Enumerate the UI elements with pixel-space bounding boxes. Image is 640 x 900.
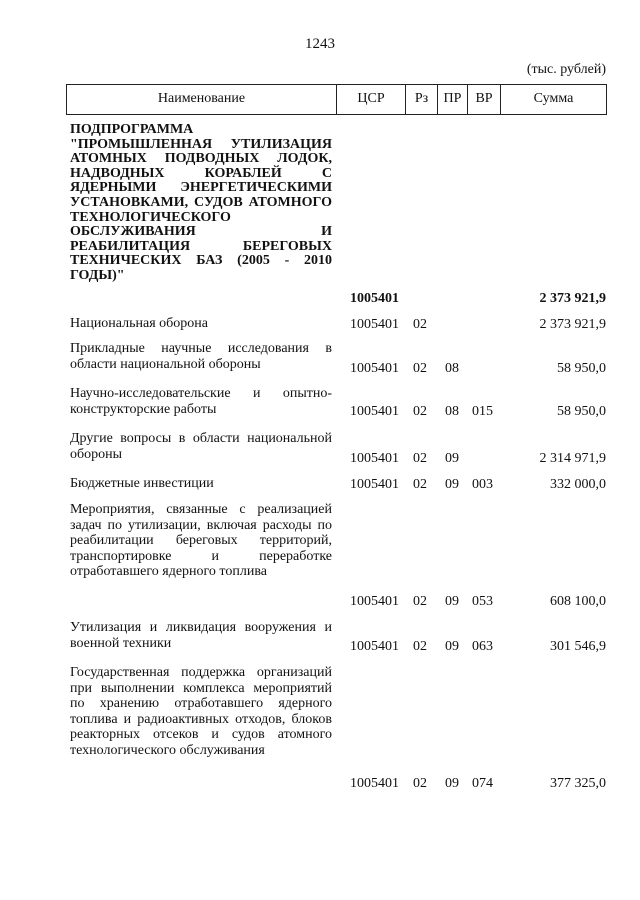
cell-sum: 301 546,9 — [550, 639, 606, 654]
column-header-csr: ЦСР — [357, 91, 385, 106]
cell-sum: 2 373 921,9 — [539, 291, 606, 306]
cell-rz: 02 — [413, 639, 427, 654]
cell-csr: 1005401 — [350, 477, 399, 492]
row-name: Другие вопросы в области национальной обороны — [70, 431, 332, 462]
cell-pr: 08 — [445, 361, 459, 376]
cell-csr: 1005401 — [350, 291, 399, 306]
row-name: Бюджетные инвестиции — [70, 476, 214, 491]
cell-sum: 58 950,0 — [557, 404, 606, 419]
cell-sum: 377 325,0 — [550, 776, 606, 791]
cell-pr: 09 — [445, 477, 459, 492]
column-header-vr: ВР — [475, 91, 493, 106]
cell-vr: 074 — [472, 776, 493, 791]
cell-vr: 003 — [472, 477, 493, 492]
cell-csr: 1005401 — [350, 594, 399, 609]
cell-rz: 02 — [413, 361, 427, 376]
page-number: 1243 — [305, 36, 335, 52]
cell-pr: 09 — [445, 776, 459, 791]
cell-vr: 053 — [472, 594, 493, 609]
cell-sum: 2 373 921,9 — [539, 317, 606, 332]
cell-sum: 608 100,0 — [550, 594, 606, 609]
row-name: Государственная поддержка организаций при выполнении комплекса мероприятий по хранению отработавшего ядерного топлива и радиоактивных отходов, блоков реакторных отсеков и судов атомного технологического обслуживания — [70, 665, 332, 758]
header-bottom-border — [66, 114, 607, 115]
column-header-name: Наименование — [157, 91, 246, 106]
cell-pr: 09 — [445, 594, 459, 609]
cell-pr: 09 — [445, 639, 459, 654]
row-name: Прикладные научные исследования в области национальной обороны — [70, 341, 332, 372]
row-name: Научно-исследовательские и опытно-конструкторские работы — [70, 386, 332, 417]
cell-csr: 1005401 — [350, 451, 399, 466]
cell-csr: 1005401 — [350, 317, 399, 332]
cell-sum: 2 314 971,9 — [539, 451, 606, 466]
cell-vr: 063 — [472, 639, 493, 654]
cell-rz: 02 — [413, 317, 427, 332]
cell-vr: 015 — [472, 404, 493, 419]
column-header-sum: Сумма — [533, 91, 574, 106]
subprogram-title: ПОДПРОГРАММА "ПРОМЫШЛЕННАЯ УТИЛИЗАЦИЯ АТОМНЫХ ПОДВОДНЫХ ЛОДОК, НАДВОДНЫХ КОРАБЛЕЙ С ЯДЕРНЫМИ ЭНЕРГЕТИЧЕСКИМИ УСТАНОВКАМИ, СУДОВ АТОМНОГО ТЕХНОЛОГИЧЕСКОГО ОБСЛУЖИВАНИЯ И РЕАБИЛИТАЦИЯ БЕРЕГОВЫХ ТЕХНИЧЕСКИХ БАЗ (2005 - 2010 ГОДЫ)" — [70, 122, 332, 283]
cell-rz: 02 — [413, 477, 427, 492]
row-name: Мероприятия, связанные с реализацией задач по утилизации, включая расходы по реабилитации береговых территорий, транспортировке и переработке отработавшего ядерного топлива — [70, 502, 332, 580]
cell-sum: 58 950,0 — [557, 361, 606, 376]
cell-rz: 02 — [413, 451, 427, 466]
row-name: Национальная оборона — [70, 316, 208, 331]
cell-sum: 332 000,0 — [550, 477, 606, 492]
cell-pr: 08 — [445, 404, 459, 419]
cell-pr: 09 — [445, 451, 459, 466]
cell-csr: 1005401 — [350, 361, 399, 376]
cell-csr: 1005401 — [350, 404, 399, 419]
cell-rz: 02 — [413, 594, 427, 609]
column-header-pr: ПР — [443, 91, 462, 106]
cell-csr: 1005401 — [350, 639, 399, 654]
cell-csr: 1005401 — [350, 776, 399, 791]
column-header-rz: Рз — [414, 91, 429, 106]
row-name: Утилизация и ликвидация вооружения и военной техники — [70, 620, 332, 651]
cell-rz: 02 — [413, 404, 427, 419]
cell-rz: 02 — [413, 776, 427, 791]
header-divider — [606, 84, 607, 114]
units-note: (тыс. рублей) — [526, 62, 606, 77]
